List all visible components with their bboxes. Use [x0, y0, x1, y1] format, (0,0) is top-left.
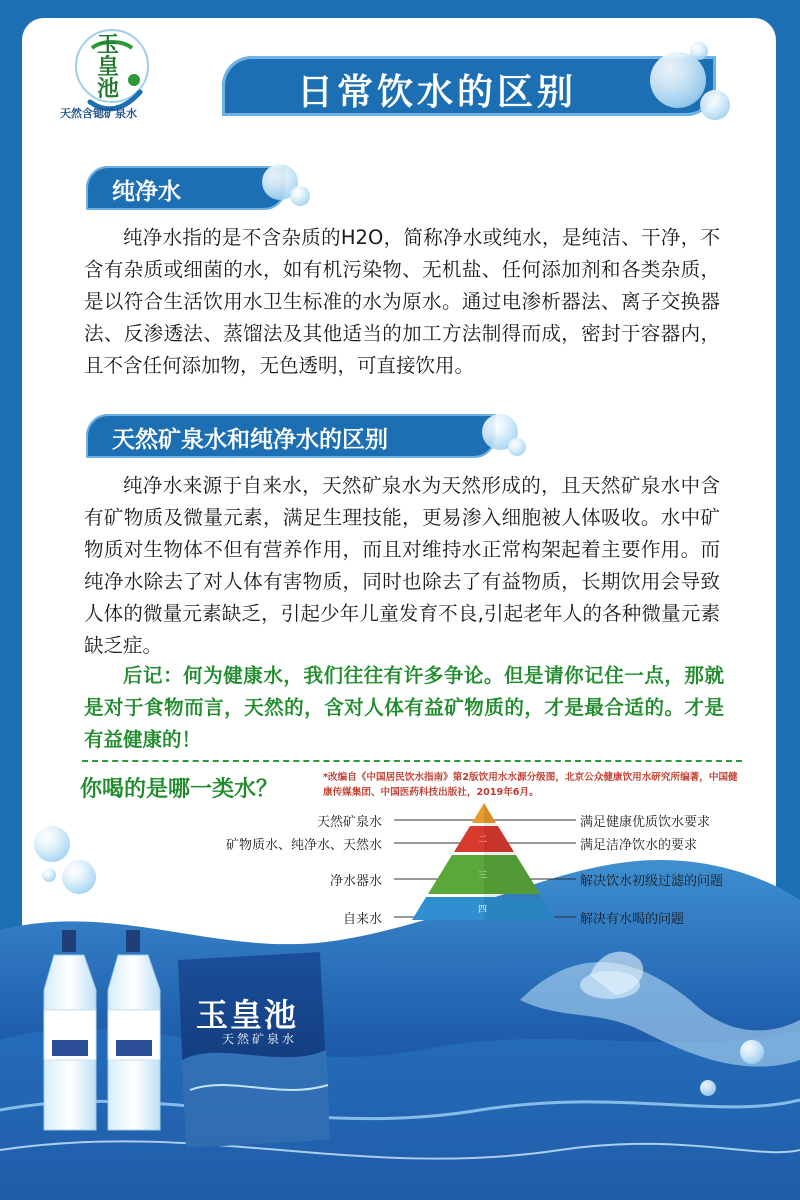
- pyramid-left-label-2: 矿物质水、纯净水、天然水: [225, 838, 382, 853]
- pyramid-left-label-3: 净水器水: [329, 874, 382, 889]
- page-title: 日常饮水的区别: [296, 72, 577, 113]
- source-note: *改编自《中国居民饮水指南》第2版饮用水水源分级图，北京公众健康饮用水研究所编著，中国健康传媒集团、中国医药科技出版社，2019年6月。: [323, 772, 738, 798]
- pyramid-right-label-2: 满足洁净饮水的要求: [580, 838, 698, 853]
- pyramid-rank-2: 二: [478, 835, 488, 845]
- bubble-decoration: [42, 868, 56, 882]
- product-subtitle: 天然矿泉水: [222, 1032, 298, 1046]
- pyramid-right-label-3: 解决饮水初级过滤的问题: [580, 874, 724, 889]
- bubble-decoration: [700, 90, 730, 120]
- section-heading-label: 天然矿泉水和纯净水的区别: [112, 427, 388, 453]
- pyramid-right-label-1: 满足健康优质饮水要求: [580, 815, 711, 830]
- bubble-decoration: [740, 1040, 764, 1064]
- pyramid-rank-4: 四: [478, 905, 488, 915]
- bubble-decoration: [700, 1080, 716, 1096]
- bubble-decoration: [62, 860, 96, 894]
- bubble-decoration: [508, 438, 526, 456]
- pyramid-rank-3: 三: [478, 871, 488, 881]
- product-brand: 玉皇池: [196, 996, 299, 1034]
- logo-brand: 玉皇池: [96, 32, 119, 102]
- difference-paragraph: 纯净水来源于自来水，天然矿泉水为天然形成的，且天然矿泉水中含有矿物质及微量元素，满足生理技能，更易渗入细胞被人体吸收。水中矿物质对生物体不但有营养作用，而且对维持水正常构架起着主要作用。而纯净水除去了对人体有害物质，同时也除去了有益物质，长期饮用会导致人体的微量元素缺乏，引起少年儿童发育不良,引起老年人的各种微量元素缺乏症。: [84, 474, 720, 657]
- pyramid-question: 你喝的是哪一类水？: [80, 777, 279, 802]
- afterword-paragraph: 后记：何为健康水，我们往往有许多争论。但是请你记住一点，那就是对于食物而言，天然的，含对人体有益矿物质的，才是最合适的。才是有益健康的！: [84, 664, 724, 751]
- bubble-decoration: [650, 52, 706, 108]
- section-heading-label: 纯净水: [112, 179, 181, 205]
- bubble-decoration: [290, 186, 310, 206]
- pyramid-left-label-4: 自来水: [342, 912, 382, 927]
- pure-water-paragraph: 纯净水指的是不含杂质的H2O，简称净水或纯水，是纯洁、干净，不含有杂质或细菌的水，如有机污染物、无机盐、任何添加剂和各类杂质，是以符合生活饮用水卫生标准的水为原水。通过电渗析器法、离子交换器法、反渗透法、蒸馏法及其他适当的加工方法制得而成，密封于容器内，且不含任何添加物，无色透明，可直接饮用。: [84, 226, 720, 377]
- logo-tagline: 天然含锶矿泉水: [60, 107, 137, 120]
- bubble-decoration: [34, 826, 70, 862]
- pyramid-right-label-4: 解决有水喝的问题: [580, 912, 685, 927]
- bubble-decoration: [690, 42, 708, 60]
- pyramid-left-label-1: 天然矿泉水: [316, 815, 382, 830]
